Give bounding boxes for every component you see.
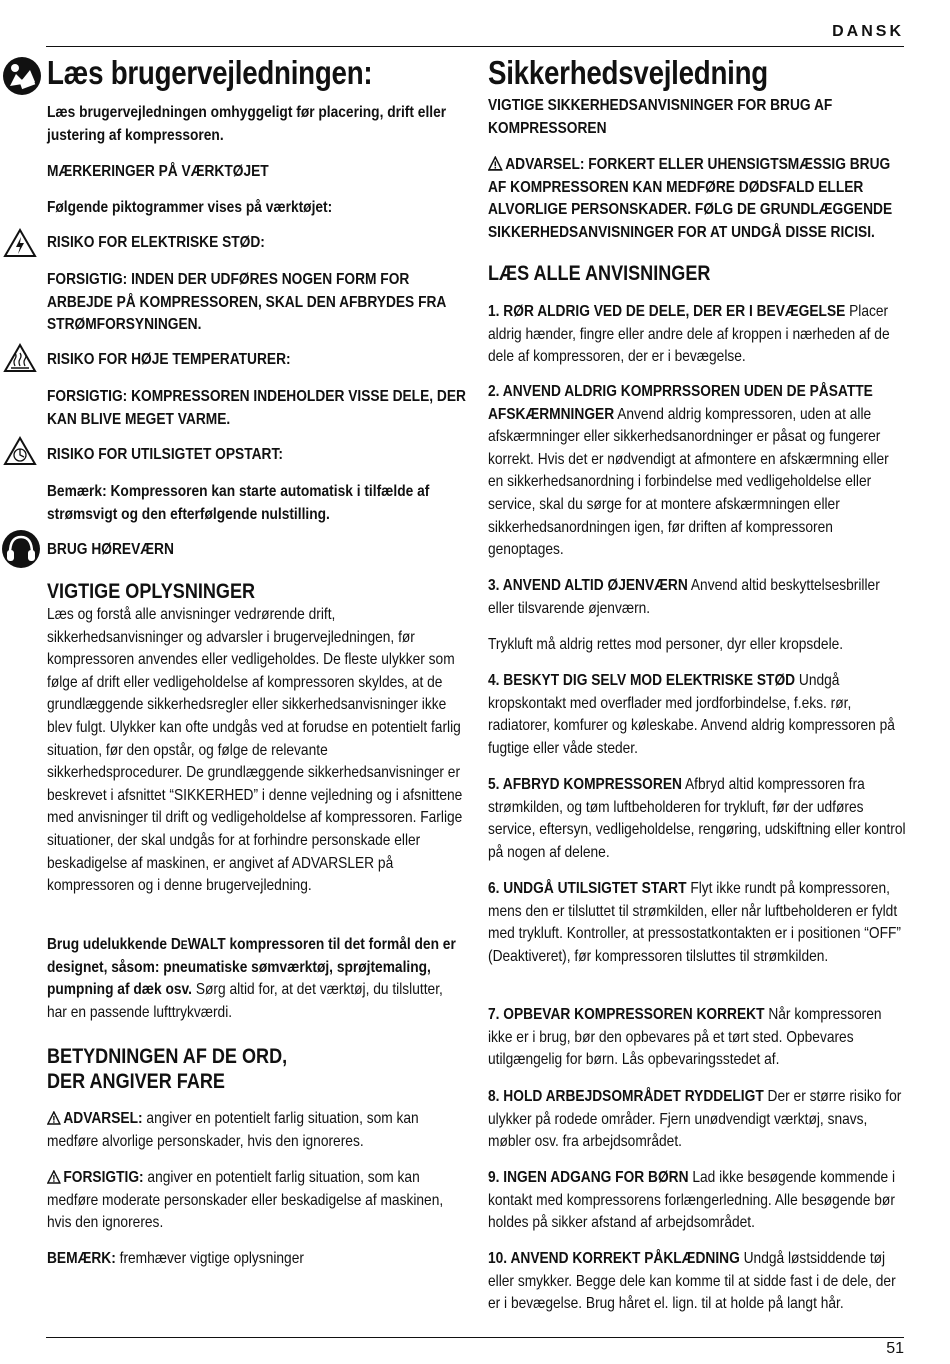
important-heading: VIGTIGE OPLYSNINGER [47,580,256,603]
safety-item-text: Anvend altid beskyttelsesbriller eller tilsvarende øjenværn. [488,577,880,617]
startup-note: Bemærk: Kompressoren kan starte automatisk i tilfælde af strømsvigt og den efterfølgende nulstilling. [47,483,430,523]
safety-item-title: 9. INGEN ADGANG FOR BØRN [488,1169,689,1186]
read-manual-section [47,54,467,92]
caution-text: angiver en potentielt farlig situation, som kan medføre moderate personskader eller beskadigelse af maskinen, hvis den ignoreres. [47,1169,444,1232]
startup-risk-label: RISIKO FOR UTILSIGTET OPSTART: [47,446,283,463]
caution-triangle-icon [47,1170,61,1184]
main-warning [488,154,907,244]
important-body: Læs og forstå alle anvisninger vedrørende drift, sikkerhedsanvisninger og advarsler i brugervejledningen, før kompressoren anvendes eller vedligeholdes. De fleste ulykker som følge af drift eller vedligeholdelse af kompressoren skyldes, at de grundlæggende sikkerhedsregler eller sikkerhedsanvisninger ikke blev fulgt. Ulykker kan ofte undgås ved at forudse en potentielt farlig situation, før den opstår, og følge de relevante sikkerhedsprocedurer. De grundlæggende sikkerhedsanvisninger er beskrevet i afsnittet “SIKKERHED” i denne vejledning og i afsnittene med anvisninger til drift og vedligeholdelse af kompressoren. Farlige situationer, der skal undgås for at forhindre personskade eller beskadigelse af maskinen, er angivet af ADVARSLER på kompressoren og i denne brugervejledning. [47,606,463,895]
meaning-heading-line-2: DER ANGIVER FARE [47,1070,225,1093]
warning-triangle-icon [47,1111,61,1125]
safety-subtitle: VIGTIGE SIKKERHEDSANVISNINGER FOR BRUG AF KOMPRESSOREN [488,97,833,137]
safety-item-text: Undgå kropskontakt med overflader med jordforbindelse, f.eks. rør, radiatorer, komfurer og køleskabe. Anvend aldrig kompressoren på fugtige eller våde steder. [488,672,895,757]
safety-item-title: 8. HOLD ARBEJDSOMRÅDET RYDDELIGT [488,1088,764,1105]
note-text: fremhæver vigtige oplysninger [115,1250,304,1267]
safety-item-text: Flyt ikke rundt på kompressoren, mens den er tilsluttet til strømkilden, eller når luftbeholderen er fyldt med trykluft. Kontroller, at pressostatkontakten er i positionen “OFF” (Deaktiveret), før kompressoren tilsluttes til strømkilden. [488,880,901,965]
caution-label: FORSIGTIG: [63,1169,144,1186]
safety-item-8 [488,1086,907,1154]
usage-brand-small: E [180,938,188,952]
hot-surface-warning-icon [3,343,37,373]
safety-item-1 [488,301,907,369]
usage-bold-part-1: Brug udelukkende D [47,936,181,953]
safety-item-3-note [488,634,907,657]
meaning-heading [47,1044,466,1094]
electric-risk-row [47,232,467,255]
safety-item-7 [488,1004,907,1072]
safety-item-text: Undgå løstsiddende tøj eller smykker. Begge dele kan komme til at sidde fast i de dele, der er i bevægelse. Brug håret el. lign. til at holde på langt hår. [488,1250,896,1313]
usage-normal-part: Sørg altid for, at det værktøj, du tilslutter, har en passende lufttrykværdi. [47,981,443,1021]
hearing-protection-row [47,539,467,562]
page-title-left: Læs brugervejledningen: [47,54,373,91]
caution-definition [47,1167,466,1235]
note-label: BEMÆRK: [47,1250,116,1267]
warning-text: angiver en potentielt farlig situation, som kan medføre alvorlige personskader, hvis den ignoreres. [47,1110,419,1150]
heat-risk-label: RISIKO FOR HØJE TEMPERATURER: [47,351,291,368]
warning-definition [47,1108,466,1153]
language-label: DANSK [832,23,904,40]
intro-text: Læs brugervejledningen omhyggeligt før placering, drift eller justering af kompressoren. [47,104,447,144]
safety-item-text: Der er større risiko for ulykker på rodede områder. Fjern unødvendigt værktøj, snavs, møbler osv. fra arbejdsområdet. [488,1088,902,1151]
footer-rule [46,1337,904,1338]
safety-item-text: Lad ikke besøgende kommende i kontakt med kompressorens forlængerledning. Alle besøgende bør holdes på sikker afstand af arbejdsområdet. [488,1169,896,1232]
electric-shock-warning-icon [3,228,37,258]
usage-paragraph [47,934,466,1024]
hearing-protection-label: BRUG HØREVÆRN [47,541,174,558]
heat-risk-row [47,349,467,372]
safety-item-text: Placer aldrig hænder, fingre eller andre dele af kroppen i nærheden af de dele af kompressoren, der er i bevægelse. [488,303,890,366]
safety-item-3 [488,575,907,620]
safety-item-9 [488,1167,907,1235]
safety-item-title: 2. ANVEND ALDRIG KOMPRRSSOREN UDEN DE PÅSATTE AFSKÆRMNINGER [488,383,873,423]
safety-item-title: 4. BESKYT DIG SELV MOD ELEKTRISKE STØD [488,672,796,689]
main-warning-text: ADVARSEL: FORKERT ELLER UHENSIGTSMÆSSIG BRUG AF KOMPRESSOREN KAN MEDFØRE DØDSFALD ELLER ALVORLIGE PERSONSKADER. FØLG DE GRUNDLÆGGENDE SIKKERHEDSANVISNINGER FOR AT UNDGÅ DISSE RICISI. [488,156,893,241]
safety-item-text: Når kompressoren ikke er i brug, bør den opbevares på et tørt sted. Opbevares utilgængelig for børn. Lås opbevaringsstedet af. [488,1006,882,1069]
pictograms-intro: Følgende piktogrammer vises på værktøjet: [47,199,333,216]
safety-item-title: 1. RØR ALDRIG VED DE DELE, DER ER I BEVÆGELSE [488,303,846,320]
page-title-right: Sikkerhedsvejledning [488,54,768,91]
warning-label: ADVARSEL: [63,1110,143,1127]
read-all-heading: LÆS ALLE ANVISNINGER [488,262,711,285]
page-number: 51 [886,1340,904,1357]
safety-item-title: 10. ANVEND KORREKT PÅKLÆDNING [488,1250,740,1267]
heat-caution: FORSIGTIG: KOMPRESSOREN INDEHOLDER VISSE DELE, DER KAN BLIVE MEGET VARME. [47,388,466,428]
startup-risk-row [47,444,467,467]
header-rule [46,46,904,47]
safety-item-2 [488,381,907,562]
safety-item-title: 7. OPBEVAR KOMPRESSOREN KORREKT [488,1006,765,1023]
electric-caution: FORSIGTIG: INDEN DER UDFØRES NOGEN FORM FOR ARBEJDE PÅ KOMPRESSOREN, SKAL DEN AFBRYDES FRA STRØMFORSYNINGEN. [47,271,446,334]
markings-heading: MÆRKERINGER PÅ VÆRKTØJET [47,163,269,180]
safety-item-text: Afbryd altid kompressoren fra strømkilden, og tøm luftbeholderen for trykluft, før der udføres service, eftersyn, vedligeholdelse, rengøring, udskiftning eller kontrol på nogen af delene. [488,776,906,861]
safety-item-5 [488,774,907,864]
safety-item-6 [488,878,907,968]
safety-item-title: 5. AFBRYD KOMPRESSOREN [488,776,682,793]
hearing-protection-icon [1,529,41,569]
safety-item-text: Anvend aldrig kompressoren, uden at alle afskærmninger eller sikkerhedsanordninger er påsat og fungerer korrekt. Hvis det er nødvendigt at afmontere en afskærmning eller en sikkerhedsanordning i forbindelse med vedligeholdelse eller service, skal du sørge for at montere afskærmningen eller sikkerhedsanordningen igen, før driften af kompressoren genoptages. [488,405,889,559]
meaning-heading-line-1: BETYDNINGEN AF DE ORD, [47,1045,288,1068]
safety-item-4 [488,670,907,760]
safety-item-title: 6. UNDGÅ UTILSIGTET START [488,880,687,897]
read-manual-icon [2,56,42,96]
safety-item-10 [488,1248,907,1316]
automatic-start-warning-icon [3,436,37,466]
note-definition [47,1248,466,1271]
main-warning-icon [488,156,503,171]
safety-item-text: Trykluft må aldrig rettes mod personer, dyr eller kropsdele. [488,636,844,653]
usage-bold-part-2: WALT kompressoren til det formål den er designet, såsom: pneumatiske sømværktøj, sprøjtemaling, pumpning af dæk osv. [47,936,456,999]
safety-item-title: 3. ANVEND ALTID ØJENVÆRN [488,577,688,594]
electric-risk-label: RISIKO FOR ELEKTRISKE STØD: [47,234,265,251]
